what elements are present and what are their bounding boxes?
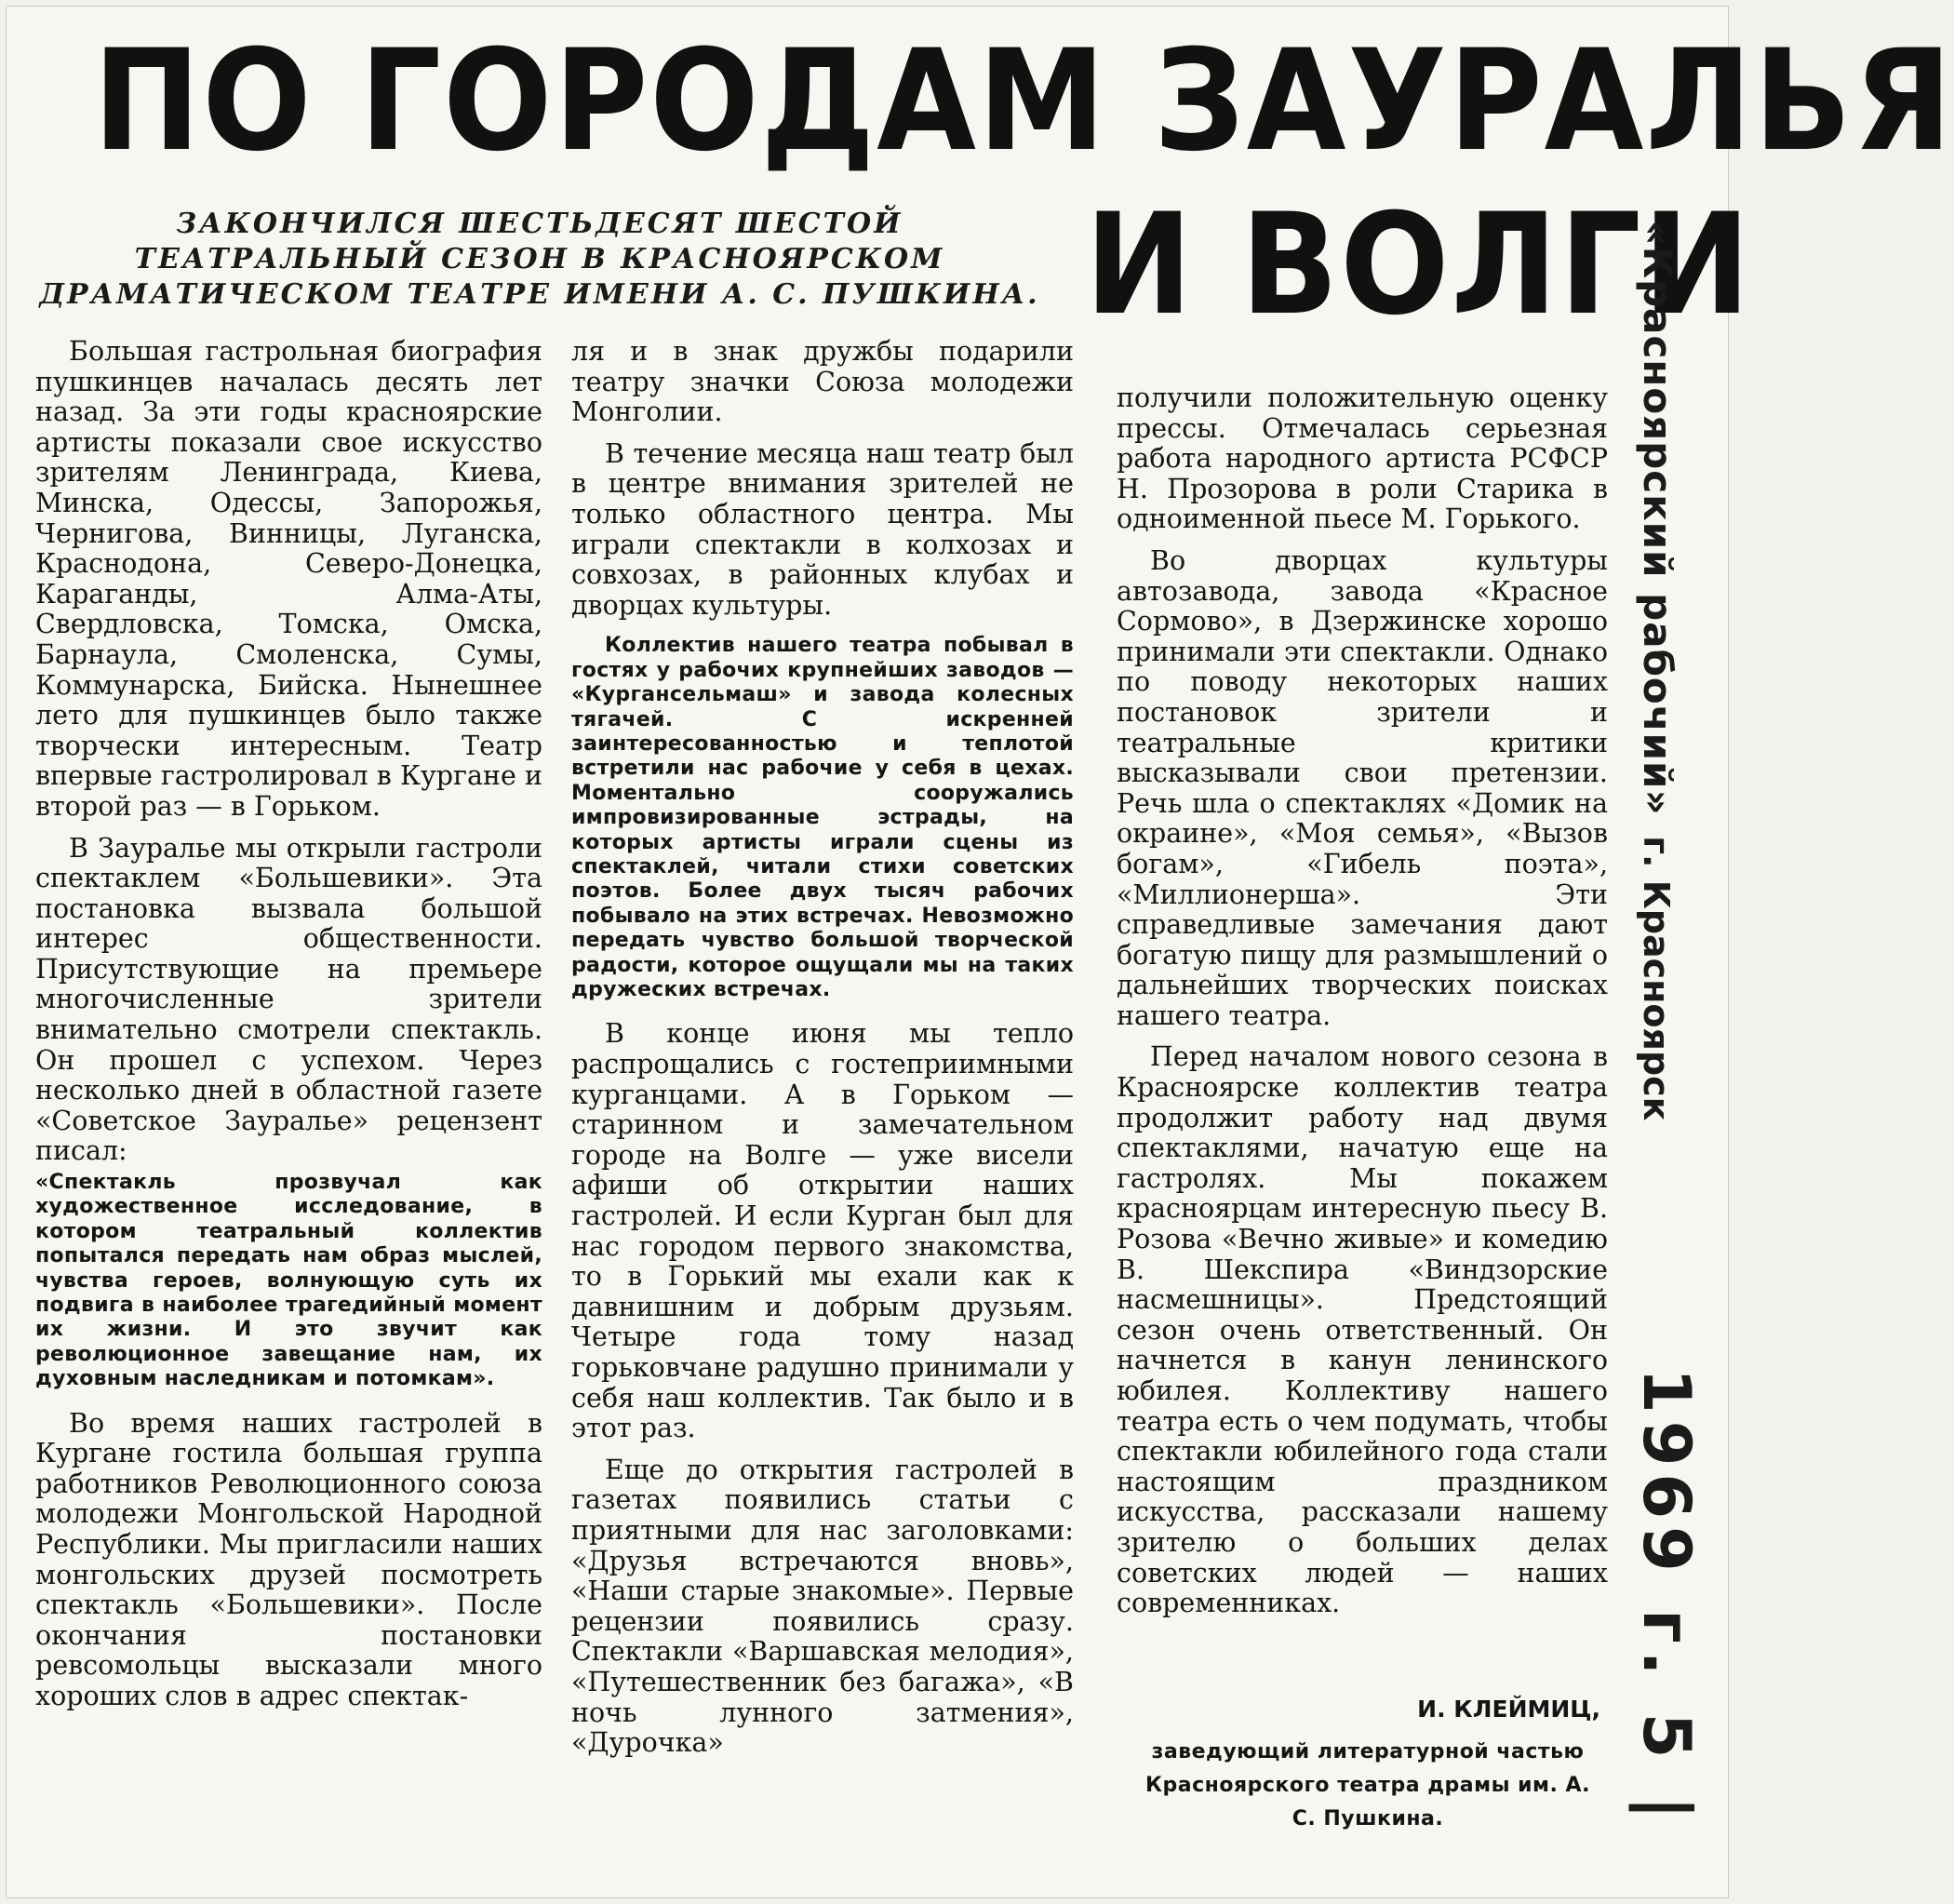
- author-role: заведующий литературной частью Красноярского театра драмы им. А. С. Пушкина.: [1145, 1740, 1590, 1830]
- stamp-city: г. Красноярск: [1636, 836, 1677, 1121]
- paragraph: Перед началом нового сезона в Красноярске коллектив театра продолжит работу над двумя спектаклями, начатую еще на гастролях. Мы покажем красноярцам интересную пьесу В. Розова «Вечно живые» и комедию В. Шекспира «Виндзорские насмешницы». Предстоящий сезон очень ответственный. Он начнется в канун ленинского юбилея. Коллективу нашего театра есть о чем подумать, чтобы спектакли юбилейного года стали настоящим праздником искусства, рассказали нашему зрителю о больших делах советских людей — наших современниках.: [1117, 1041, 1608, 1619]
- highlight-paragraph: Коллектив нашего театра побывал в гостях у рабочих крупнейших заводов — «Кургансельмаш» и завода колесных тягачей. С искренней заинтересованностью и теплотой встретили нас рабочие у себя в цехах. Моментально сооружались импровизированные эстрады, на которых артисты играли сцены из спектаклей, читали стихи советских поэтов. Более двух тысяч рабочих побывало на этих встречах. Невозможно передать чувство большой творческой радости, которое ощущали мы на таких дружеских встречах.: [571, 634, 1074, 1002]
- stamp-newspaper: «Красноярский рабочий»: [1635, 220, 1680, 816]
- paragraph: Во время наших гастролей в Кургане гостила большая группа работников Революционного союза молодежи Монгольской Народной Республики. Мы пригласили наших монгольских друзей посмотреть спектакль «Большевики». После окончания постановки ревсомольцы высказали много хороших слов в адрес спектак-: [35, 1407, 542, 1712]
- paragraph: получили положительную оценку прессы. Отмечалась серьезная работа народного артиста РСФСР Н. Прозорова в роли Старика в одноименной пьесе М. Горького.: [1117, 382, 1608, 535]
- author-name: И. КЛЕЙМИЦ,: [1417, 1696, 1600, 1723]
- paragraph: ля и в знак дружбы подарили театру значки Союза молодежи Монголии.: [571, 336, 1074, 428]
- stamp-text: [1628, 221, 1705, 1828]
- author-signature: [1135, 1696, 1600, 1836]
- paragraph: В конце июня мы тепло распрощались с гостеприимными курганцами. А в Горьком — старинном и замечательном городе на Волге — уже висели афиши об открытии наших гастролей. И если Курган был для нас городом первого знакомства, то в Горький мы ехали как к давнишним и добрым друзьям. Четыре года тому назад горьковчане радушно принимали у себя наш коллектив. Так было и в этот раз.: [571, 1018, 1074, 1444]
- paragraph: Еще до открытия гастролей в газетах появились статьи с приятными для нас заголовками: «Друзья встречаются вновь», «Наши старые знакомые». Первые рецензии появились сразу. Спектакли «Варшавская мелодия», «Путешественник без багажа», «В ночь лунного затмения», «Дурочка»: [571, 1454, 1074, 1759]
- lede-subtitle: ЗАКОНЧИЛСЯ ШЕСТЬДЕСЯТ ШЕСТОЙ ТЕАТРАЛЬНЫЙ СЕЗОН В КРАСНОЯРСКОМ ДРАМАТИЧЕСКОМ ТЕАТРЕ ИМЕНИ А. С. ПУШКИНА.: [39, 208, 1040, 311]
- stamp-date: 1969 г. 5 |: [1628, 1367, 1705, 1828]
- article-column-2: [571, 337, 1074, 1770]
- date-stamp: [1606, 220, 1727, 1828]
- headline-line-1: ПО ГОРОДАМ ЗАУРАЛЬЯ: [93, 20, 1954, 182]
- article-column-1: [35, 337, 542, 1723]
- article-column-3: [1117, 383, 1608, 1630]
- quote-paragraph: «Спектакль прозвучал как художественное исследование, в котором театральный коллектив попытался передать нам образ мыслей, чувства героев, волнующую суть их подвига в наиболее трагедийный момент их жизни. И это звучит как революционное завещание нам, их духовным наследникам и потомкам».: [35, 1171, 542, 1391]
- headline-line-2: И ВОЛГИ: [1085, 184, 1752, 346]
- paragraph: Во дворцах культуры автозавода, завода «Красное Сормово», в Дзержинске хорошо принимали эти спектакли. Однако по поводу некоторых наших постановок зрители и театральные критики высказывали свои претензии. Речь шла о спектаклях «Домик на окраине», «Моя семья», «Вызов богам», «Гибель поэта», «Миллионерша». Эти справедливые замечания дают богатую пищу для размышлений о дальнейших творческих поисках нашего театра.: [1117, 544, 1608, 1031]
- paragraph: В течение месяца наш театр был в центре внимания зрителей не только областного центра. Мы играли спектакли в колхозах и совхозах, в районных клубах и дворцах культуры.: [571, 437, 1074, 621]
- paragraph: В Зауралье мы открыли гастроли спектаклем «Большевики». Эта постановка вызвала большой интерес общественности. Присутствующие на премьере многочисленные зрители внимательно смотрели спектакль. Он прошел с успехом. Через несколько дней в областной газете «Советское Зауралье» рецензент писал:: [35, 832, 542, 1167]
- paragraph: Большая гастрольная биография пушкинцев началась десять лет назад. За эти годы красноярские артисты показали свое искусство зрителям Ленинграда, Киева, Минска, Одессы, Запорожья, Чернигова, Винницы, Луганска, Краснодона, Северо-Донецка, Караганды, Алма-Аты, Свердловска, Томска, Омска, Барнаула, Смоленска, Сумы, Коммунарска, Бийска. Нынешнее лето для пушкинцев было также творчески интересным. Театр впервые гастролировал в Кургане и второй раз — в Горьком.: [35, 336, 542, 822]
